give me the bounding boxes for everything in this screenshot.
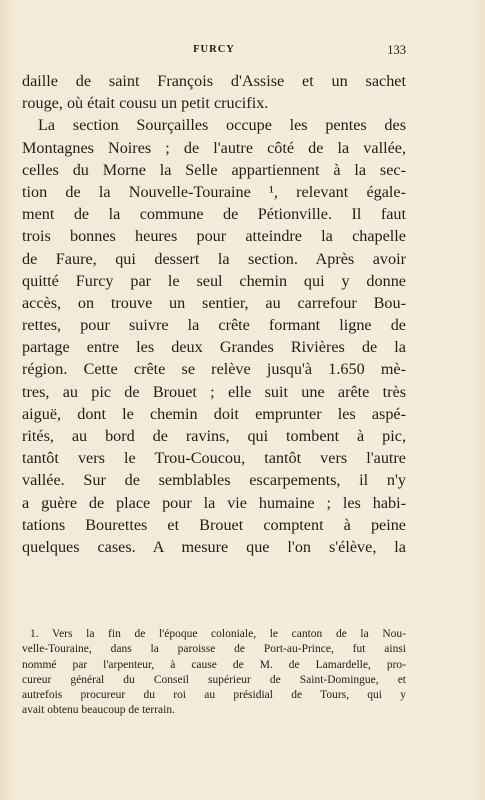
footnote-line: nommé par l'arpenteur, à cause de M. de Lamardelle, pro- [22, 658, 406, 671]
footnote-line: velle-Touraine, dans la paroisse de Port-au-Prince, fut ainsi [22, 643, 406, 656]
text-line: tres, au pic de Brouet ; elle suit une arête très [22, 382, 406, 401]
text-line: ment de la commune de Pétionville. Il faut [22, 205, 406, 224]
text-line: rettes, pour suivre la crête formant ligne de [22, 316, 406, 335]
text-line: tantôt vers le Trou-Coucou, tantôt vers l'autre [22, 449, 406, 468]
footnote-line: 1. Vers la fin de l'époque coloniale, le canton de la Nou- [30, 628, 406, 640]
text-line: trois bonnes heures pour atteindre la chapelle [22, 227, 406, 246]
text-line: celles du Morne la Selle appartiennent à la sec- [22, 160, 406, 179]
text-line: région. Cette crête se relève jusqu'à 1.650 mè- [22, 360, 406, 379]
page-header [22, 44, 406, 60]
text-line: quelques cases. A mesure que l'on s'élève, la [22, 537, 406, 556]
text-line: quitté Furcy par le seul chemin qui y donne [22, 271, 406, 290]
text-line: rités, au bord de ravins, qui tombent à pic, [22, 427, 406, 445]
text-line: tations Bourettes et Brouet comptent à peine [22, 515, 406, 534]
footnote-line: cureur général du Conseil supérieur de Saint-Domingue, et [22, 673, 406, 686]
main-text [22, 70, 406, 558]
text-line: tion de la Nouvelle-Touraine ¹, relevant égale- [22, 182, 406, 201]
text-line: rouge, où était cousu un petit crucifix. [22, 94, 269, 113]
text-line: aiguë, dont le chemin doit emprunter les aspé- [22, 404, 406, 423]
text-line: a guère de place pour la vie humaine ; les habi- [22, 493, 406, 512]
text-line: accès, on trouve un sentier, au carrefour Bou- [22, 293, 406, 312]
page-number: 133 [387, 43, 406, 57]
text-line: de Faure, qui dessert la section. Après avoir [22, 249, 406, 268]
footnote-line: autrefois procureur du roi au présidial de Tours, qui y [22, 689, 406, 702]
text-line: La section Sourçailles occupe les pentes des [38, 116, 406, 135]
text-line: daille de saint François d'Assise et un sachet [22, 72, 406, 90]
text-line: Montagnes Noires ; de l'autre côté de la vallée, [22, 138, 406, 157]
text-line: partage entre les deux Grandes Rivières de la [22, 338, 406, 357]
footnote-line: avait obtenu beaucoup de terrain. [22, 704, 175, 717]
footnote [22, 627, 406, 719]
running-title: FURCY [193, 44, 235, 55]
text-line: vallée. Sur de semblables escarpements, il n'y [22, 471, 406, 490]
